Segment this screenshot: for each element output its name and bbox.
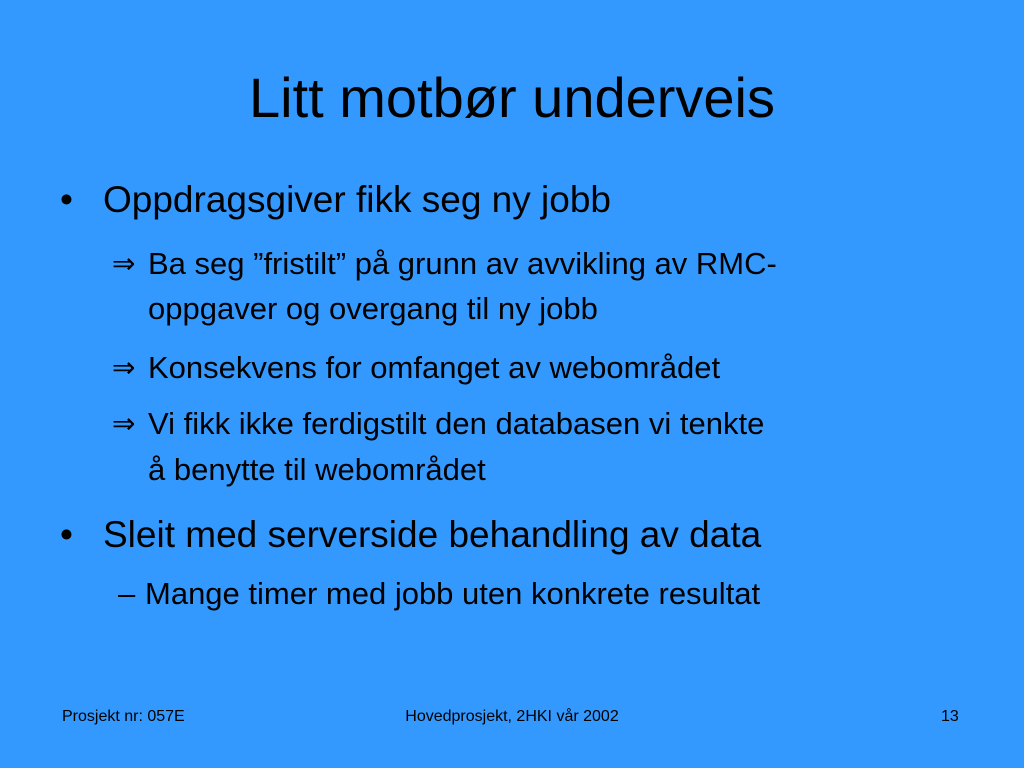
footer-course: Hovedprosjekt, 2HKI vår 2002 — [405, 708, 619, 725]
slide-title: Litt motbør underveis — [249, 66, 775, 129]
implies-arrow-icon: ⇒ — [112, 407, 136, 440]
dash-marker: – — [118, 576, 136, 611]
footer-project-number: Prosjekt nr: 057E — [62, 708, 185, 725]
bullet-dot: • — [60, 514, 73, 555]
bullet-dot: • — [60, 179, 73, 220]
sub-bullet-text-line2: å benytte til webområdet — [148, 452, 486, 487]
sub-bullet-text-line1: Vi fikk ikke ferdigstilt den databasen vi tenkte — [148, 406, 765, 441]
sub-bullet-text-line2: oppgaver og overgang til ny jobb — [148, 291, 598, 326]
sub-bullet-text: Mange timer med jobb uten konkrete resultat — [145, 576, 761, 611]
sub-bullet-text: Konsekvens for omfanget av webområdet — [148, 350, 721, 385]
implies-arrow-icon: ⇒ — [112, 247, 136, 280]
bullet-text: Sleit med serverside behandling av data — [103, 514, 762, 555]
slide-number: 13 — [941, 708, 959, 725]
implies-arrow-icon: ⇒ — [112, 351, 136, 384]
sub-bullet-text-line1: Ba seg ”fristilt” på grunn av avvikling av RMC- — [148, 246, 777, 281]
bullet-text: Oppdragsgiver fikk seg ny jobb — [103, 179, 611, 220]
